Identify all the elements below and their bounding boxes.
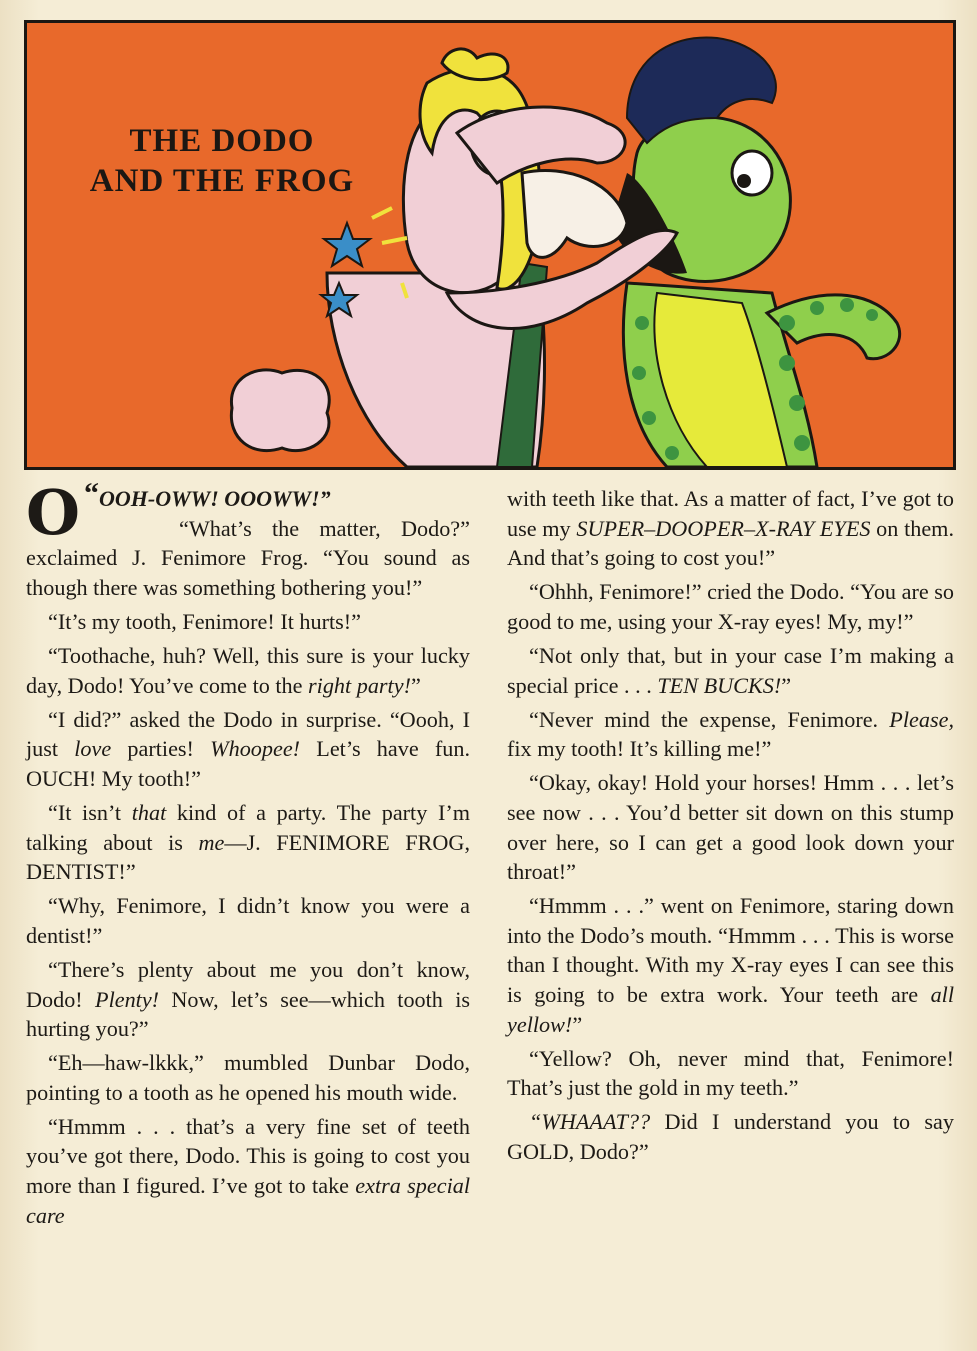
pain-star-icon [324,223,370,266]
emphasis: that [131,799,167,825]
text: “Never mind the expense, Fenimore. [529,706,890,732]
dodo-and-frog-drawing [27,23,953,467]
drop-cap: O [26,476,81,549]
text: on them. And that’s going to cost you!” [507,515,954,571]
paragraph [26,798,470,887]
title-line-2: AND THE FROG [89,163,355,199]
text: parties! [111,736,211,762]
frog-eye [732,151,772,195]
paragraph: “Yellow? Oh, never mind that, Fenimore! That’s just the gold in my teeth.” [507,1045,954,1101]
paragraph [26,955,470,1044]
paragraph: “Ohhh, Fenimore!” cried the Dodo. “You are so good to me, using your X-ray eyes! My, my!” [507,579,954,634]
text: ” [781,672,792,698]
paragraph [26,705,470,794]
emphasis: extra special care [26,1173,471,1228]
text: fix my tooth! It’s killing me!” [507,736,772,762]
story-title [57,121,387,201]
text-column-right [507,484,954,1171]
paragraph: “Why, Fenimore, I didn’t know you were a dentist!” [26,893,470,948]
text: Let’s have fun. OUCH! My tooth!” [26,736,471,791]
paragraph [26,476,470,602]
text: “Hmmm . . .” went on Fenimore, staring down into the Dodo’s mouth. “Hmmm . . . This is worse than I thought. With my X-ray eyes I can see this is going to be extra work. Your teeth are [507,893,954,1007]
opening-quote: “ [84,477,100,510]
text: “Toothache, huh? Well, this sure is your lucky day, Dodo! You’ve come to the [26,642,470,698]
emphasis: TEN BUCKS! [657,672,782,698]
frog-pupil [737,174,751,188]
text: Now, let’s see—which tooth is hurting you?” [26,986,470,1042]
paragraph [507,641,954,700]
dodo-tail [231,370,329,451]
text: ” [410,672,421,698]
paragraph [507,705,954,764]
paragraph: “Okay, okay! Hold your horses! Hmm . . . let’s see now . . . You’d better sit down on this stump over here, so I can get a good look down your throat!” [507,770,954,885]
paragraph [26,1112,470,1230]
text: “There’s plenty about me you don’t know, Dodo! [26,956,470,1012]
emphasis: Whoopee! [210,736,301,762]
story-illustration [24,20,956,470]
paragraph [507,891,954,1039]
text: “It isn’t [48,799,132,825]
text: kind of a party. The party I’m talking about is [26,799,471,855]
title-line-1: THE DODO [129,123,315,159]
paragraph [507,484,954,573]
emphasis: love [74,736,112,762]
emphasis: me [198,829,225,855]
text: ” [572,1011,583,1037]
paragraph [26,641,470,700]
text: Did I understand you to say GOLD, Dodo?” [507,1109,954,1164]
emphasis: all yellow! [507,982,954,1037]
opening-exclamation: OOH-OWW! OOOWW!” [99,486,331,511]
emphasis: Plenty! [95,986,160,1012]
paragraph: “Eh—haw-lkkk,” mumbled Dunbar Dodo, pointing to a tooth as he opened his mouth wide. [26,1050,470,1105]
emphasis: Please, [889,706,954,732]
emphasis: “WHAAAT?? [529,1109,651,1135]
text-column-left [26,476,471,1235]
text: —J. FENIMORE FROG, DENTIST!” [26,829,470,885]
dodo-beak [522,170,627,257]
paragraph-text: “What’s the matter, Dodo?” exclaimed J. Fenimore Frog. “You sound as though there was something bothering you!” [26,515,470,600]
text: “I did?” asked the Dodo in surprise. “Oooh, I just [26,706,470,762]
emphasis: SUPER–DOOPER–X-RAY EYES [576,515,871,541]
text: “Hmmm . . . that’s a very fine set of teeth you’ve got there, Dodo. This is going to cost you more than I figured. I’ve got to take [26,1113,470,1199]
paragraph [507,1107,954,1166]
paragraph: “It’s my tooth, Fenimore! It hurts!” [48,608,362,634]
emphasis: right party! [308,672,411,698]
text: with teeth like that. As a matter of fact, I’ve got to use my [507,486,954,541]
text: “Not only that, but in your case I’m making a special price . . . [507,642,954,698]
